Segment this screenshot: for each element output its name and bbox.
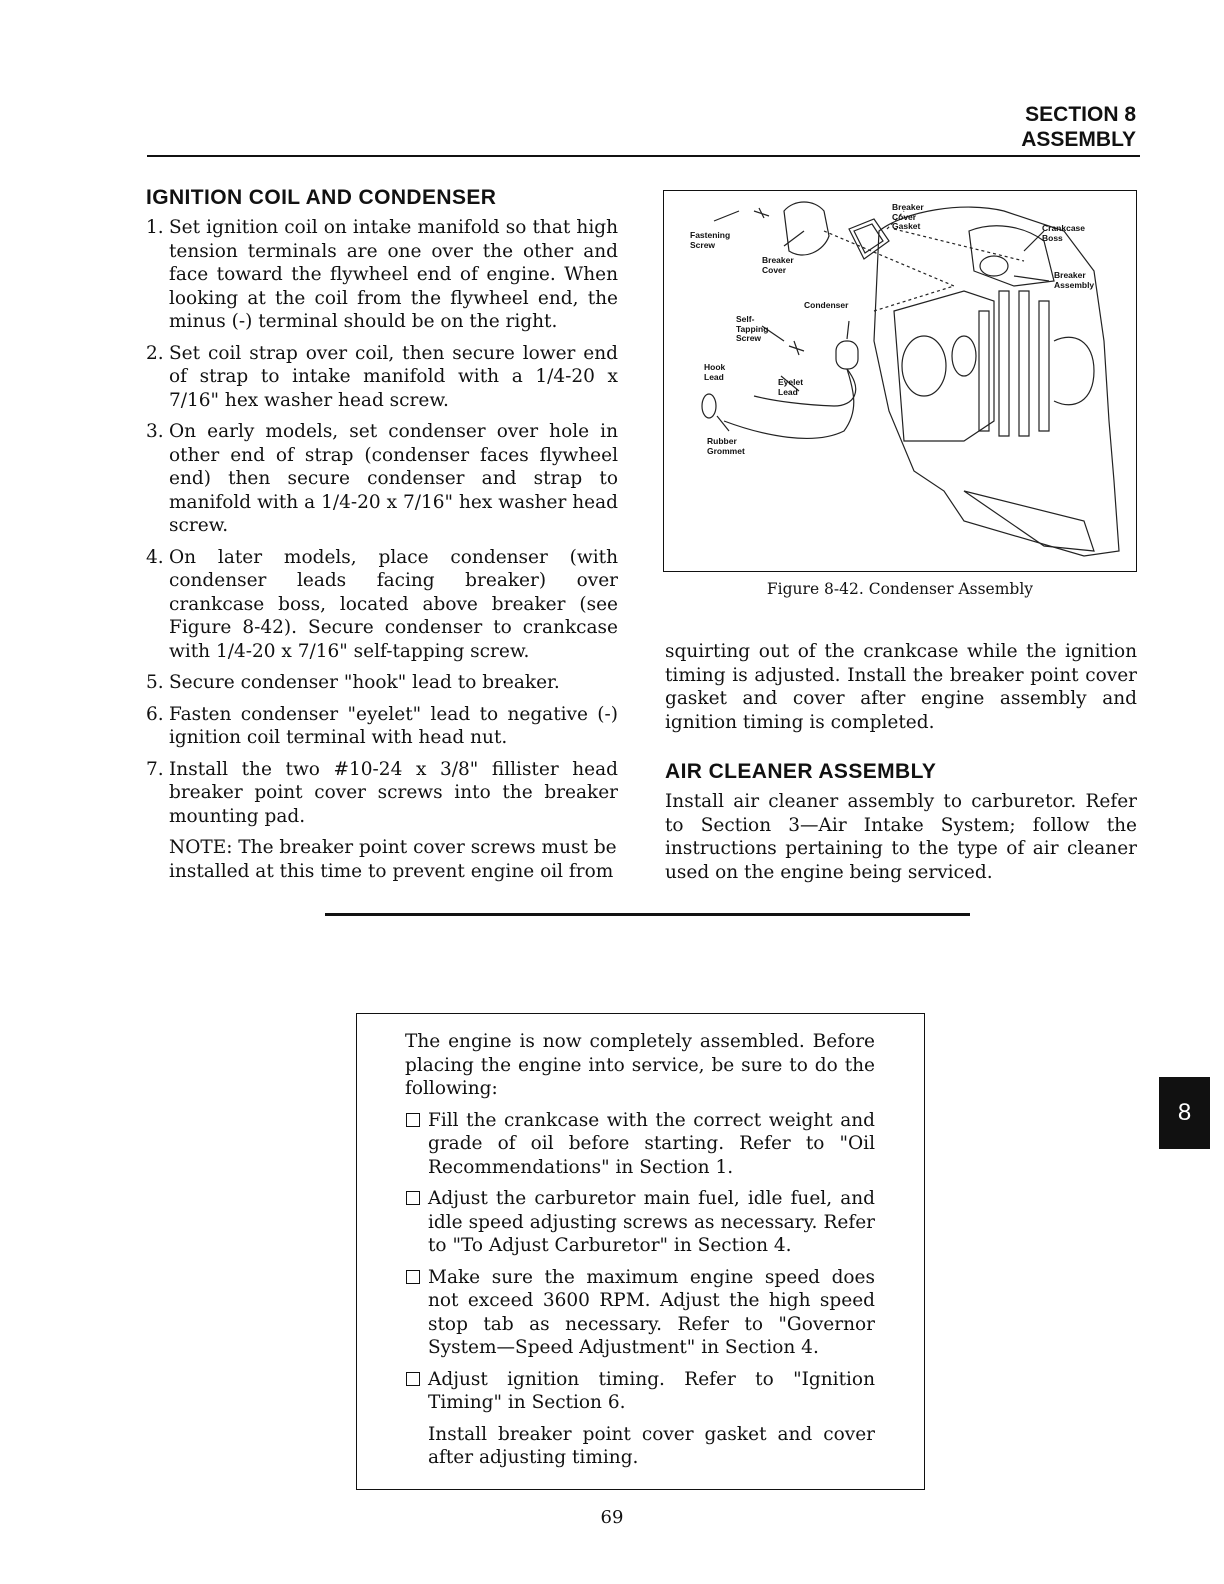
breaker-note: NOTE: The breaker point cover screws must be installed at this time to prevent engine oil from: [169, 837, 617, 882]
figure-caption: Figure 8-42. Condenser Assembly: [766, 580, 1034, 598]
label-breaker-cover-gasket: Breaker Cover Gasket: [892, 202, 924, 231]
step-item: [146, 420, 618, 538]
section-tab: 8: [1159, 1077, 1210, 1149]
ignition-heading: IGNITION COIL AND CONDENSER: [146, 186, 497, 209]
checklist-item: [405, 1266, 875, 1360]
note-continued: squirting out of the crankcase while the ignition timing is adjusted. Install the breaker point cover gasket and cover after engine assembly and ignition timing is completed.: [665, 641, 1137, 733]
header-rule: [147, 155, 1140, 157]
section-header: [1021, 102, 1136, 152]
label-breaker-cover: Breaker Cover: [762, 255, 794, 275]
step-text: Set ignition coil on intake manifold so that high tension terminals are one over the other and face toward the flywheel end of engine. When looking at the coil from the flywheel end, the minus (-) terminal should be on the right.: [169, 217, 618, 332]
ignition-steps: [146, 216, 618, 828]
checkbox[interactable]: [406, 1113, 420, 1127]
step-number: 6.: [146, 703, 164, 725]
step-text: Set coil strap over coil, then secure lower end of strap to intake manifold with a 1/4-20 x 7/16" hex washer head screw.: [169, 342, 618, 411]
label-eyelet-lead: Eyelet Lead: [778, 377, 804, 397]
checklist-item: [405, 1368, 875, 1415]
step-item: [146, 342, 618, 413]
step-text: On early models, set condenser over hole in other end of strap (condenser faces flywheel end) then secure condenser and strap to manifold with a 1/4-20 x 7/16" hex washer head screw.: [169, 421, 618, 536]
page-number: 69: [600, 1507, 624, 1528]
section-title: ASSEMBLY: [1021, 128, 1136, 151]
label-breaker-assembly: Breaker Assembly: [1054, 270, 1095, 290]
label-crankcase-boss: Crankcase Boss: [1042, 223, 1086, 243]
checkbox[interactable]: [406, 1372, 420, 1386]
step-number: 4.: [146, 546, 164, 568]
step-item: [146, 703, 618, 750]
final-checklist: [356, 1013, 925, 1490]
step-number: 7.: [146, 758, 164, 780]
checkbox[interactable]: [406, 1191, 420, 1205]
step-number: 2.: [146, 342, 164, 364]
step-number: 1.: [146, 217, 164, 238]
label-rubber-grommet: Rubber Grommet: [707, 436, 745, 456]
checklist-item: [405, 1109, 875, 1180]
step-number: 5.: [146, 672, 164, 693]
condenser-figure: [663, 190, 1137, 572]
section-divider: [325, 913, 970, 916]
air-cleaner-text: Install air cleaner assembly to carburetor. Refer to Section 3—Air Intake System; follow the instructions pertaining to the type of air cleaner used on the engine being serviced.: [665, 791, 1137, 883]
step-item: [146, 758, 618, 829]
step-item: [146, 671, 618, 695]
checklist-item-text: Adjust the carburetor main fuel, idle fuel, and idle speed adjusting screws as necessary. Refer to "To Adjust Carburetor" in Section 4.: [428, 1188, 875, 1256]
label-hook-lead: Hook Lead: [704, 362, 726, 382]
step-text: On later models, place condenser (with condenser leads facing breaker) over crankcase boss, located above breaker (see Figure 8-42). Secure condenser to crankcase with 1/4-20 x 7/16" self-tapping screw.: [169, 546, 618, 662]
checkbox[interactable]: [406, 1270, 420, 1284]
step-text: Secure condenser "hook" lead to breaker.: [169, 672, 560, 693]
air-cleaner-section: [665, 760, 1137, 884]
step-item: [146, 546, 618, 664]
step-item: [146, 216, 618, 334]
checklist-item: [405, 1187, 875, 1258]
checklist-final-note: Install breaker point cover gasket and cover after adjusting timing.: [428, 1423, 875, 1468]
checklist-item-text: Adjust ignition timing. Refer to "Ignition Timing" in Section 6.: [428, 1368, 875, 1413]
step-number: 3.: [146, 421, 164, 442]
air-cleaner-heading: AIR CLEANER ASSEMBLY: [665, 760, 937, 783]
step-text: Fasten condenser "eyelet" lead to negative (-) ignition coil terminal with head nut.: [169, 703, 618, 748]
checklist-item-text: Make sure the maximum engine speed does not exceed 3600 RPM. Adjust the high speed stop tab as necessary. Refer to "Governor System—Speed Adjustment" in Section 4.: [428, 1266, 875, 1358]
checklist-item-text: Fill the crankcase with the correct weight and grade of oil before starting. Refer to "Oil Recommendations" in Section 1.: [428, 1109, 875, 1178]
checklist-intro: The engine is now completely assembled. Before placing the engine into service, be sure to do the following:: [405, 1031, 875, 1099]
section-number: SECTION 8: [1025, 103, 1136, 126]
label-condenser: Condenser: [804, 300, 849, 310]
condenser-illustration: [664, 191, 1136, 571]
step-text: Install the two #10-24 x 3/8" fillister head breaker point cover screws into the breaker mounting pad.: [169, 758, 618, 827]
label-fastening-screw: Fastening Screw: [690, 230, 731, 250]
ignition-section: [146, 186, 618, 883]
label-self-tapping-screw: Self- Tapping Screw: [736, 314, 769, 343]
